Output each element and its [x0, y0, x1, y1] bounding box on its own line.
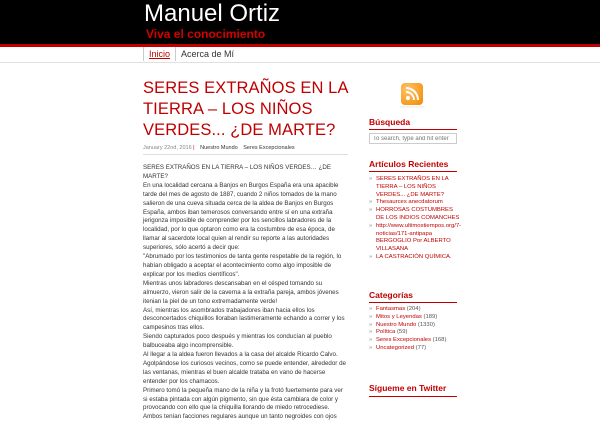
category-count: (189): [423, 313, 438, 320]
post-category-link[interactable]: Seres Excepcionales: [243, 145, 295, 151]
recent-posts-title: Artículos Recientes: [369, 159, 449, 169]
site-tagline: Viva el conocimiento: [146, 27, 266, 41]
post-paragraph: Así, mientras los asombrados trabajadores iban hacia ellos los desconcertados chiquillos lloraban lastimeramente echando a correr y los campesinos tras ellos.: [143, 306, 345, 332]
post-body: [143, 164, 348, 422]
post-category-link[interactable]: Nuestro Mundo: [200, 145, 238, 151]
twitter-widget-title: Sígueme en Twitter: [369, 383, 447, 393]
category-link[interactable]: [369, 322, 461, 330]
category-name[interactable]: Nuestro Mundo: [376, 321, 417, 328]
category-count: (1330): [417, 321, 435, 328]
post: [143, 78, 348, 422]
recent-posts-list: [369, 176, 461, 262]
rss-reflection: [400, 106, 424, 109]
category-count: (204): [406, 306, 421, 312]
recent-post-link[interactable]: » HORROSAS COSTUMBRES DE LOS INDIOS COMANCHES: [369, 207, 461, 223]
search-input[interactable]: [369, 133, 457, 144]
category-link[interactable]: [369, 314, 461, 322]
widget-divider: [369, 396, 457, 397]
categories-title: Categorías: [369, 290, 413, 300]
meta-divider: [143, 154, 348, 155]
category-name[interactable]: Mitos y Leyendas: [376, 313, 422, 320]
post-paragraph: "Abrumado por los testimonios de tanta gente respetable de la región, lo habían obligado a aceptar el acontecimiento como algo imposible de explicar por los medios científicos".: [143, 253, 342, 278]
post-paragraph: SERES EXTRAÑOS EN LA TIERRA – LOS NIÑOS VERDES… ¿DE MARTE?: [143, 164, 331, 180]
category-name[interactable]: Uncategorized: [376, 344, 414, 351]
category-link[interactable]: [369, 337, 461, 345]
category-link[interactable]: [369, 306, 461, 314]
widget-divider: [369, 302, 457, 303]
site-title[interactable]: Manuel Ortiz: [144, 0, 281, 27]
widget-divider: [369, 171, 457, 172]
rss-icon[interactable]: [401, 83, 423, 105]
nav-item-inicio[interactable]: Inicio: [143, 47, 176, 61]
post-paragraph: Al llegar a la aldea fueron llevados a la casa del alcalde Ricardo Calvo. Agolpándose los curiosos vecinos, como se puede entender, alrededor de las ventanas, mientras el buen alcalde trataba en vano de hacerse entender por los chamacos.: [143, 351, 346, 385]
nav-divider: [0, 62, 600, 63]
category-count: (168): [432, 337, 447, 344]
post-paragraph: En una localidad cercana a Banjos en Burgos España era una apacible tarde del mes de agosto de 1887, cuando 2 niños tomados de la mano salieron de una cueva situada cerca de la aldea de Banjos en Burgos España, ambos iban temerosos conversando entre sí en una extraña jerigonza imposible de comprender por los sencillos labradores de la localidad, por lo que optaron como era la costumbre de esa época, de llamar al sacerdote local quien al rendir su reporte a las autoridades superiores, sólo acertó a decir que:: [143, 181, 339, 252]
category-name[interactable]: Fantasmas: [376, 306, 406, 312]
search-widget-title: Búsqueda: [369, 117, 411, 127]
categories-list: [369, 306, 461, 353]
widget-divider: [369, 129, 457, 130]
category-link[interactable]: [369, 345, 461, 353]
post-paragraph: Siendo capturados poco después y mientras los conducían al pueblo balbuceaba algo incomprensible.: [143, 333, 332, 350]
site-header: [0, 0, 600, 44]
recent-post-link[interactable]: » SERES EXTRAÑOS EN LA TIERRA – LOS NIÑOS VERDES... ¿DE MARTE?: [369, 176, 461, 199]
recent-post-link[interactable]: » LA CASTRACIÓN QUÍMICA.: [369, 254, 461, 262]
category-name[interactable]: Política: [376, 329, 396, 336]
post-paragraph: Primero tomó la pequeña mano de la niña y la frotó fuertemente para ver si estaba pintada con algún pigmento, sin que ésta cambiara de color y provocando con ello que la chiquilla llorando de miedo retrocediese.: [143, 386, 343, 412]
post-meta: January 22nd, 2016 | Nuestro Mundo Seres Excepcionales: [143, 145, 295, 151]
category-count: (77): [415, 344, 427, 351]
category-name[interactable]: Seres Excepcionales: [376, 337, 432, 344]
recent-post-link[interactable]: » http://www.ultimostiempos.org/7-noticias/171-antipapa BERGOGLIO Por ALBERTO VILLASANA: [369, 223, 461, 254]
nav-item-acerca[interactable]: Acerca de Mí: [181, 49, 235, 59]
header-accent-bar: [0, 44, 600, 47]
post-date: January 22nd, 2016: [143, 145, 192, 151]
recent-post-link[interactable]: » Thesaurces anecdatorum: [369, 199, 461, 207]
category-count: (59): [396, 329, 408, 336]
post-title[interactable]: SERES EXTRAÑOS EN LA TIERRA – LOS NIÑOS VERDES... ¿DE MARTE?: [143, 79, 348, 139]
post-paragraph: Mientras unos labradores descansaban en el césped tomando su almuerzo, vieron salir de la caverna a la extraña pareja, ambos jóvenes itenian la piel de un tono extremadamente verde!: [143, 279, 339, 305]
post-paragraph: Ambos tenían facciones regulares aunque un tanto negroides con ojos: [143, 413, 337, 421]
category-link[interactable]: [369, 329, 461, 337]
